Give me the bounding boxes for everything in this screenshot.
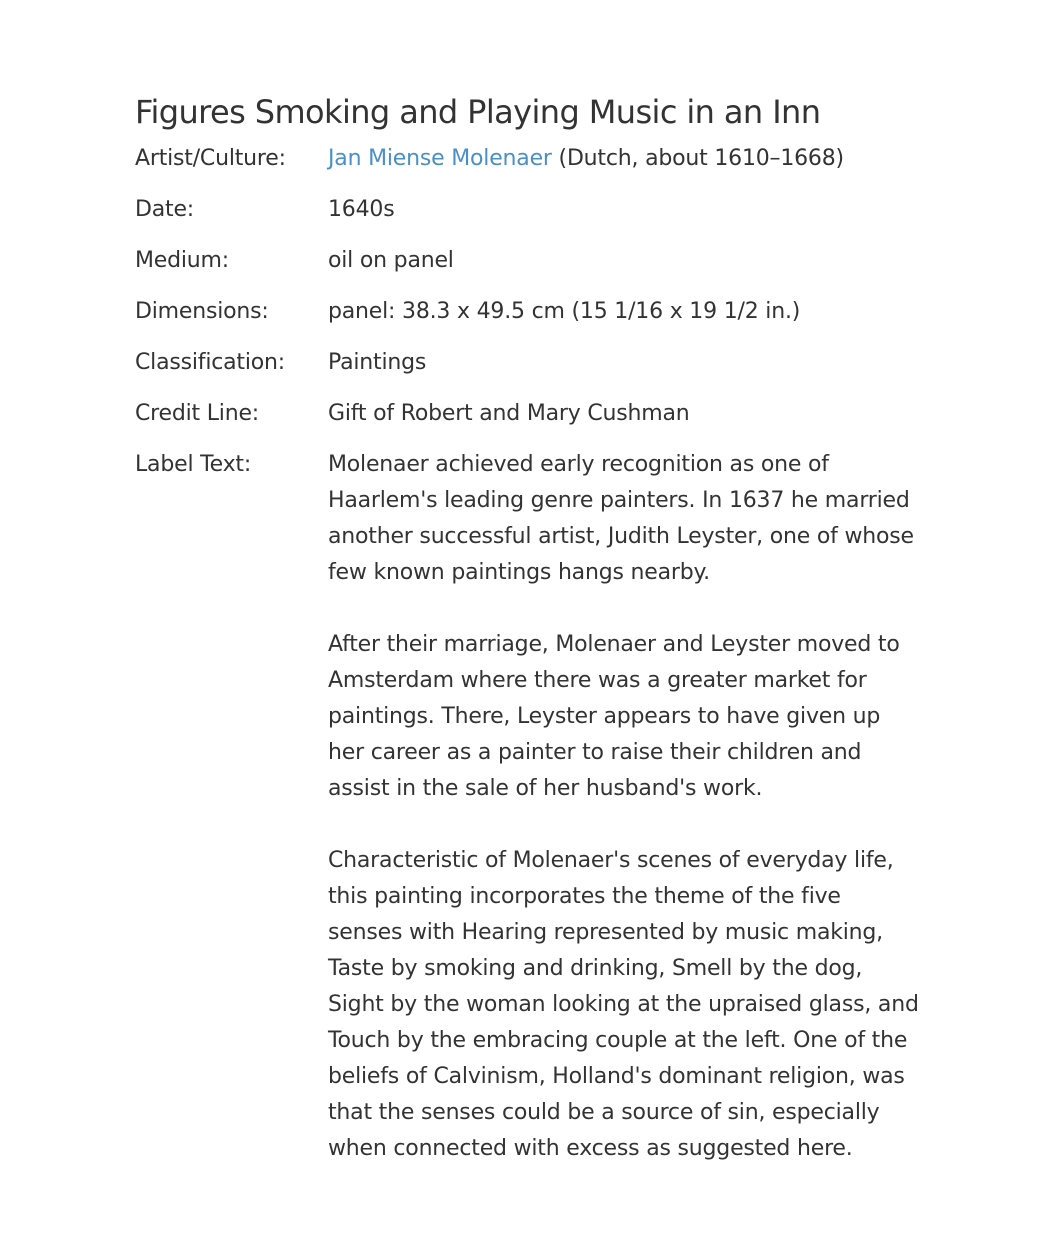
text-line: senses with Hearing represented by music making, bbox=[328, 920, 883, 945]
field-row-classification bbox=[135, 345, 935, 381]
field-label-artist: Artist/Culture: bbox=[135, 146, 286, 171]
text-line: when connected with excess as suggested here. bbox=[328, 1136, 853, 1161]
field-row-artist bbox=[135, 141, 935, 177]
text-line: another successful artist, Judith Leyster, one of whose bbox=[328, 524, 914, 549]
text-line: this painting incorporates the theme of the five bbox=[328, 884, 841, 909]
field-label-label-text: Label Text: bbox=[135, 452, 252, 477]
object-record bbox=[135, 90, 935, 1182]
field-value-credit-line: Gift of Robert and Mary Cushman bbox=[328, 401, 690, 426]
field-list bbox=[135, 141, 935, 1167]
field-value-date: 1640s bbox=[328, 197, 395, 222]
text-line: assist in the sale of her husband's work. bbox=[328, 776, 763, 801]
field-row-date bbox=[135, 192, 935, 228]
text-line: Molenaer achieved early recognition as one of bbox=[328, 452, 829, 477]
text-line: Amsterdam where there was a greater market for bbox=[328, 668, 867, 693]
field-label-date: Date: bbox=[135, 197, 194, 222]
field-row-dimensions bbox=[135, 294, 935, 330]
text-line: her career as a painter to raise their children and bbox=[328, 740, 862, 765]
field-label-credit-line: Credit Line: bbox=[135, 401, 260, 426]
field-value-medium: oil on panel bbox=[328, 248, 454, 273]
text-line: paintings. There, Leyster appears to have given up bbox=[328, 704, 881, 729]
text-line: Touch by the embracing couple at the left. One of the bbox=[328, 1028, 908, 1053]
text-line: Sight by the woman looking at the upraised glass, and bbox=[328, 992, 919, 1017]
field-label-medium: Medium: bbox=[135, 248, 229, 273]
artist-nationality-dates: (Dutch, about 1610–1668) bbox=[551, 146, 844, 171]
field-label-dimensions: Dimensions: bbox=[135, 299, 269, 324]
text-line: Characteristic of Molenaer's scenes of everyday life, bbox=[328, 848, 894, 873]
label-text-body bbox=[328, 447, 935, 1167]
field-row-credit-line bbox=[135, 396, 935, 432]
text-line: beliefs of Calvinism, Holland's dominant religion, was bbox=[328, 1064, 905, 1089]
text-line: that the senses could be a source of sin, especially bbox=[328, 1100, 880, 1125]
text-line: Taste by smoking and drinking, Smell by the dog, bbox=[328, 956, 863, 981]
label-text-paragraph bbox=[328, 843, 935, 1167]
text-line: few known paintings hangs nearby. bbox=[328, 560, 710, 585]
field-label-classification: Classification: bbox=[135, 350, 285, 375]
field-row-medium bbox=[135, 243, 935, 279]
page-title: Figures Smoking and Playing Music in an Inn bbox=[135, 93, 821, 131]
text-line: After their marriage, Molenaer and Leyster moved to bbox=[328, 632, 900, 657]
label-text-paragraph bbox=[328, 447, 935, 591]
text-line: Haarlem's leading genre painters. In 1637 he married bbox=[328, 488, 910, 513]
label-text-paragraph bbox=[328, 627, 935, 807]
field-value-dimensions: panel: 38.3 x 49.5 cm (15 1/16 x 19 1/2 in.) bbox=[328, 299, 801, 324]
field-value-artist bbox=[328, 141, 935, 177]
field-value-classification: Paintings bbox=[328, 350, 427, 375]
field-row-label-text bbox=[135, 447, 935, 1167]
artist-link[interactable]: Jan Miense Molenaer bbox=[328, 146, 552, 171]
